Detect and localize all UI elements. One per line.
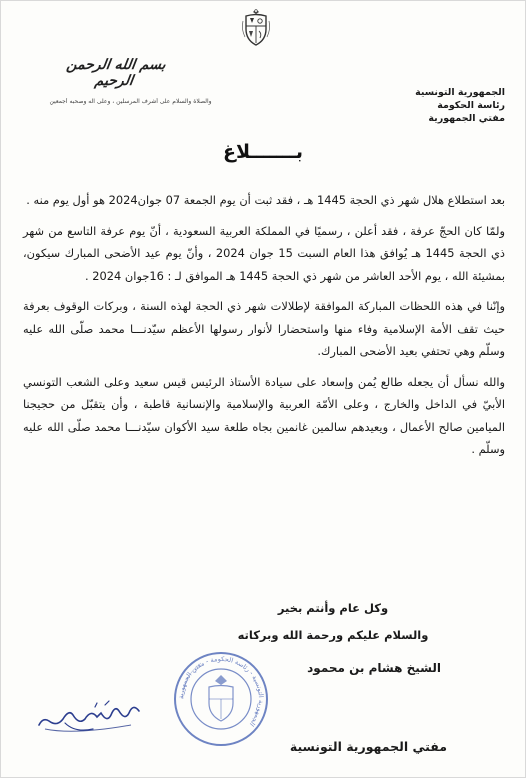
signer-name: الشيخ هشام بن محمود [307,661,441,675]
org-line-government: رئاسة الحكومة [437,100,505,111]
closing-block [203,595,463,649]
closing-greeting: وكل عام وأنتم بخير [277,601,389,615]
body-paragraph-2: ولمّا كان الحجّ عرفة ، فقد أعلن ، رسميًا في المملكة العربية السعودية ، أنّ يوم عرفة التاسع من شهر ذي الحجة 1445 هـ يُوافق هذا العام السبت 15 جوان 2024 ، وأنّ يوم عيد الأضحى المبارك سيكون، بمشيئة الله ، يوم الأحد العاشر من شهر ذي الحجة 1445 هـ الموافق لـ : 16جوان 2024 . [23,223,505,283]
signer-title: مفتي الجمهورية التونسية [289,739,447,754]
official-seal-icon [171,649,271,749]
closing-salutation: والسلام عليكم ورحمة الله وبركاته [237,628,429,642]
document-body [23,189,505,469]
organization-header [355,86,505,125]
tunisia-coat-of-arms-icon [239,7,273,47]
handwritten-signature [35,699,145,735]
body-paragraph-4: والله نسأل أن يجعله طالع يُمن وإسعاد على سيادة الأستاذ الرئيس قيس سعيد وعلى الشعب التونسي الأبيّ في الداخل والخارج ، وعلى الأمّة العربية والإسلامية والإنسانية قاطبة ، وأن يتقبّل من حجيجنا الميامين صالح الأعمال ، ويعيدهم سالمين غانمين بجاه طلعة سيد الأكوان سيّدنـــا محمد صلّى الله عليه وسلّم . [23,374,505,456]
document-title: بـــــــلاغ [223,141,303,163]
body-paragraph-1: بعد استطلاع هلال شهر ذي الحجة 1445 هـ ، فقد ثبت أن يوم الجمعة 07 جوان2024 هو أول يوم منه . [26,193,505,207]
org-line-mufti: مفتي الجمهورية [428,113,505,124]
salawat-line: والصلاة والسلام على أشرف المرسلين ، وعلى آله وصحبه أجمعين [49,98,212,105]
basmala: بسم الله الرحمن الرحيم [65,57,167,89]
org-line-country: الجمهورية التونسية [415,87,505,98]
body-paragraph-3: وإنّنا في هذه اللحظات المباركة الموافقة لإطلالات شهر ذي الحجة لهذه السنة ، وبركات الوقوف بعرفة حيث تقف الأمة الإسلامية وفاء منها واستحضارا لأنوار رسولها الأعظم سيّدنـــا محمد صلّى الله عليه وسلّم وهي تحتفي بعيد الأضحى المبارك. [23,299,505,358]
stamp-text: الجمهورية التونسية - رئاسة الحكومة - مفتي الجمهورية [176,654,266,729]
